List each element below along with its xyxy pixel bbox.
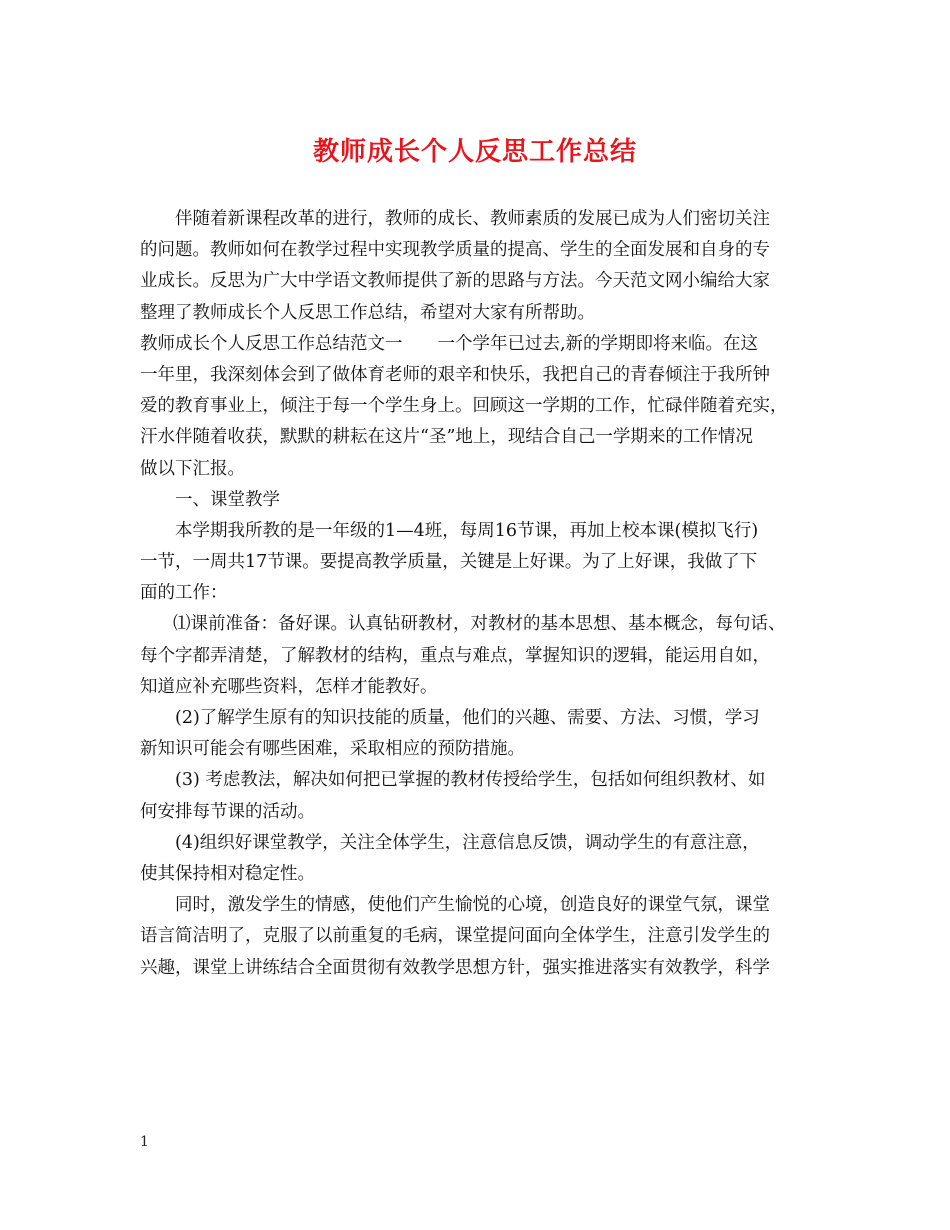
paragraph-line: 伴随着新课程改革的进行，教师的成长、教师素质的发展已成为人们密切关注 <box>175 209 770 229</box>
list-item-line: 每个字都弄清楚，了解教材的结构，重点与难点，掌握知识的逻辑，能运用自如， <box>140 645 770 666</box>
paragraph-line: 面的工作： <box>140 583 228 604</box>
list-item-line: 何安排每节课的活动。 <box>140 801 315 822</box>
paragraph-line: 一节，一周共17节课。要提高教学质量，关键是上好课。为了上好课，我做了下 <box>140 552 758 573</box>
paragraph-line: 整理了教师成长个人反思工作总结，希望对大家有所帮助。 <box>140 302 595 323</box>
paragraph-line: 的问题。教师如何在教学过程中实现教学质量的提高、学生的全面发展和自身的专 <box>140 240 770 261</box>
list-item-line: 知道应补充哪些资料，怎样才能教好。 <box>140 676 438 697</box>
document-title: 教师成长个人反思工作总结 <box>312 137 637 167</box>
paragraph-line: 兴趣，课堂上讲练结合全面贯彻有效教学思想方针，强实推进落实有效教学，科学 <box>140 957 770 978</box>
list-item-line: ⑴课前准备：备好课。认真钻研教材，对教材的基本思想、基本概念，每句话、 <box>173 614 786 635</box>
list-item-line: 新知识可能会有哪些困难，采取相应的预防措施。 <box>140 739 525 760</box>
list-item-line: (3) 考虑教法，解决如何把已掌握的教材传授给学生，包括如何组织教材、如 <box>175 770 766 791</box>
paragraph-line: 业成长。反思为广大中学语文教师提供了新的思路与方法。今天范文网小编给大家 <box>140 271 770 292</box>
list-item-line: 使其保持相对稳定性。 <box>140 863 315 884</box>
paragraph-line: 教师成长个人反思工作总结范文一 一个学年已过去,新的学期即将来临。在这 <box>140 333 759 354</box>
list-item-line: (4)组织好课堂教学，关注全体学生，注意信息反馈，调动学生的有意注意， <box>175 832 760 853</box>
paragraph-line: 爱的教育事业上，倾注于每一个学生身上。回顾这一学期的工作，忙碌伴随着充实， <box>140 396 788 417</box>
section-heading: 一、课堂教学 <box>175 489 280 510</box>
paragraph-line: 一年里，我深刻体会到了做体育老师的艰辛和快乐，我把自己的青春倾注于我所钟 <box>140 364 770 385</box>
document-body <box>140 204 820 984</box>
paragraph-line: 同时，激发学生的情感，使他们产生愉悦的心境，创造良好的课堂气氛，课堂 <box>175 895 770 916</box>
paragraph-line: 本学期我所教的是一年级的1—4班，每周16节课，再加上校本课(模拟飞行) <box>175 520 759 541</box>
paragraph-line: 汗水伴随着收获，默默的耕耘在这片“圣”地上，现结合自己一学期来的工作情况 <box>140 427 753 448</box>
page-number: 1 <box>140 1134 149 1150</box>
paragraph-line: 做以下汇报。 <box>140 458 245 479</box>
paragraph-line: 语言简洁明了，克服了以前重复的毛病，课堂提问面向全体学生，注意引发学生的 <box>140 926 770 947</box>
list-item-line: (2)了解学生原有的知识技能的质量，他们的兴趣、需要、方法、习惯，学习 <box>175 708 760 728</box>
